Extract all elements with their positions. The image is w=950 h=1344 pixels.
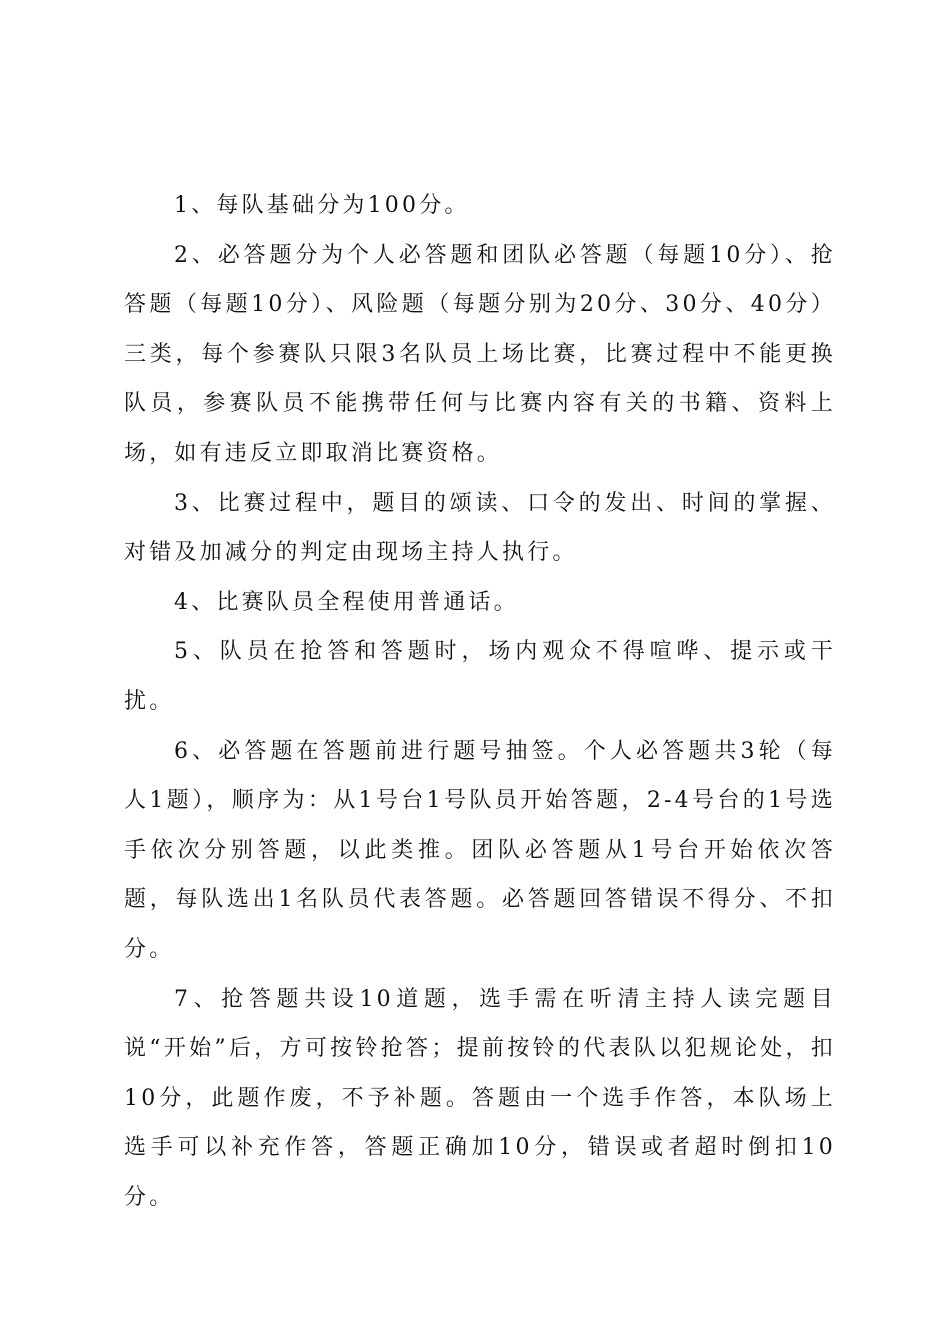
rule-paragraph-2: 2、必答题分为个人必答题和团队必答题（每题10分）、抢答题（每题10分）、风险题（每题分别为20分、30分、40分）三类，每个参赛队只限3名队员上场比赛，比赛过程中不能更换队员，参赛队员不能携带任何与比赛内容有关的书籍、资料上场，如有违反立即取消比赛资格。	[124, 242, 836, 466]
rule-paragraph-4: 4、比赛队员全程使用普通话。	[174, 589, 519, 615]
document-body	[124, 181, 836, 1222]
rule-paragraph-3: 3、比赛过程中，题目的颂读、口令的发出、时间的掌握、对错及加减分的判定由现场主持人执行。	[124, 490, 836, 566]
rule-paragraph-7: 7、抢答题共设10道题，选手需在听清主持人读完题目说“开始”后，方可按铃抢答；提前按铃的代表队以犯规论处，扣10分，此题作废，不予补题。答题由一个选手作答，本队场上选手可以补充作答，答题正确加10分，错误或者超时倒扣10分。	[124, 986, 836, 1210]
rule-paragraph-6: 6、必答题在答题前进行题号抽签。个人必答题共3轮（每人1题），顺序为：从1号台1号队员开始答题，2-4号台的1号选手依次分别答题，以此类推。团队必答题从1号台开始依次答题，每队选出1名队员代表答题。必答题回答错误不得分、不扣分。	[124, 738, 836, 962]
rule-paragraph-5: 5、队员在抢答和答题时，场内观众不得喧哗、提示或干扰。	[124, 639, 836, 714]
rule-paragraph-1: 1、每队基础分为100分。	[174, 193, 470, 218]
